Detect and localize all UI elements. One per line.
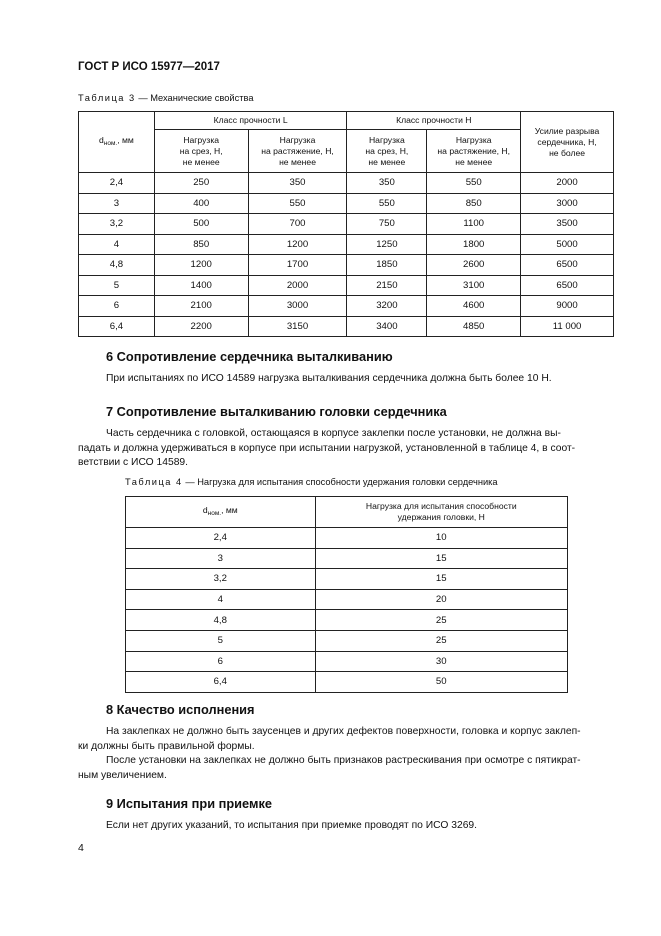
table-cell: 3	[79, 193, 155, 214]
table-row	[126, 569, 568, 590]
table-cell: 50	[315, 672, 567, 693]
table-cell: 15	[315, 569, 567, 590]
table-cell: 2,4	[79, 173, 155, 194]
table-row	[79, 173, 614, 194]
table4-head-retention-load	[125, 496, 568, 693]
table-cell: 4,8	[126, 610, 316, 631]
table-cell: 1850	[347, 255, 427, 276]
table-row	[126, 651, 568, 672]
table3-caption	[78, 93, 253, 103]
table-cell: 550	[347, 193, 427, 214]
table-cell: 6500	[521, 255, 614, 276]
table-cell: 400	[154, 193, 248, 214]
table-cell: 4850	[427, 316, 521, 337]
table-cell: 3	[126, 548, 316, 569]
table3-header-l-shear: Нагрузка на срез, Н, не менее	[154, 130, 248, 173]
table4-caption-title: — Нагрузка для испытания способности удержания головки сердечника	[185, 477, 498, 487]
table-cell: 10	[315, 528, 567, 549]
table-cell: 6,4	[126, 672, 316, 693]
table-cell: 1800	[427, 234, 521, 255]
table-row	[79, 214, 614, 235]
table3-caption-label: Таблица 3	[78, 93, 136, 103]
table-cell: 3100	[427, 275, 521, 296]
table-row	[126, 610, 568, 631]
table-cell: 11 000	[521, 316, 614, 337]
table-row	[126, 548, 568, 569]
table3-mechanical-properties	[78, 111, 614, 337]
table-cell: 2600	[427, 255, 521, 276]
table-row	[79, 275, 614, 296]
table-cell: 3500	[521, 214, 614, 235]
table-cell: 250	[154, 173, 248, 194]
section9-text: Если нет других указаний, то испытания при приемке проводят по ИСО 3269.	[106, 820, 478, 831]
table3-header-l-tension: Нагрузка на растяжение, Н, не менее	[248, 130, 347, 173]
table-cell: 1250	[347, 234, 427, 255]
table-cell: 6500	[521, 275, 614, 296]
table-row	[126, 589, 568, 610]
table-cell: 850	[154, 234, 248, 255]
table3-header-h-shear: Нагрузка на срез, Н, не менее	[347, 130, 427, 173]
table-cell: 4	[79, 234, 155, 255]
table-cell: 1400	[154, 275, 248, 296]
table-cell: 25	[315, 630, 567, 651]
table-cell: 1100	[427, 214, 521, 235]
table-row	[79, 193, 614, 214]
table-cell: 1200	[154, 255, 248, 276]
table-cell: 6	[126, 651, 316, 672]
table-cell: 2200	[154, 316, 248, 337]
table-cell: 6,4	[79, 316, 155, 337]
table3-header-h-tension: Нагрузка на растяжение, Н, не менее	[427, 130, 521, 173]
table3-header-diameter: $d_{ном.}$, мм	[79, 112, 155, 173]
table-cell: 25	[315, 610, 567, 631]
table-cell: 4	[126, 589, 316, 610]
table-row	[79, 316, 614, 337]
table-cell: 2000	[521, 173, 614, 194]
section7-text: Часть сердечника с головкой, остающаяся в корпусе заклепки после установки, не должна вы- падать и должна удерживаться в корпусе при испытании нагрузкой, установленной в таблице 4, в соот- ветствии с ИСО 14589.	[78, 428, 576, 469]
table-row	[126, 672, 568, 693]
table-cell: 3000	[248, 296, 347, 317]
table-cell: 5	[126, 630, 316, 651]
table-cell: 3400	[347, 316, 427, 337]
table-cell: 2100	[154, 296, 248, 317]
table3-header-class-h: Класс прочности H	[347, 112, 521, 130]
table-cell: 1700	[248, 255, 347, 276]
section6-title: 6 Сопротивление сердечника выталкиванию	[106, 349, 393, 364]
table-cell: 4600	[427, 296, 521, 317]
table-cell: 3200	[347, 296, 427, 317]
table-cell: 20	[315, 589, 567, 610]
table-cell: 1200	[248, 234, 347, 255]
table-cell: 2,4	[126, 528, 316, 549]
table-cell: 550	[248, 193, 347, 214]
table4-caption	[125, 477, 498, 487]
page-number: 4	[78, 842, 84, 854]
section6-text: При испытаниях по ИСО 14589 нагрузка выталкивания сердечника должна быть более 10 Н.	[106, 373, 552, 384]
table-cell: 5	[79, 275, 155, 296]
table4-caption-label: Таблица 4	[125, 477, 183, 487]
section9-title: 9 Испытания при приемке	[106, 796, 272, 811]
table-row	[126, 630, 568, 651]
table-row	[126, 528, 568, 549]
table4-header-diameter: $d_{ном.}$, мм	[126, 497, 316, 528]
table-row	[79, 296, 614, 317]
section8-text: На заклепках не должно быть заусенцев и других дефектов поверхности, головка и корпус заклеп- ки должны быть правильной формы. После установки на заклепках не должно быть признаков растрескивания при осмотре с пятикрат- ным увеличением.	[78, 726, 581, 781]
table-cell: 550	[427, 173, 521, 194]
table-cell: 5000	[521, 234, 614, 255]
table-cell: 700	[248, 214, 347, 235]
table4-header-load: Нагрузка для испытания способности удержания головки, Н	[315, 497, 567, 528]
table-cell: 750	[347, 214, 427, 235]
table3-caption-title: — Механические свойства	[138, 93, 254, 103]
table-cell: 9000	[521, 296, 614, 317]
section8-title: 8 Качество исполнения	[106, 702, 255, 717]
table-cell: 350	[248, 173, 347, 194]
table-cell: 350	[347, 173, 427, 194]
table-cell: 3,2	[79, 214, 155, 235]
table-cell: 30	[315, 651, 567, 672]
table-cell: 6	[79, 296, 155, 317]
section7-title: 7 Сопротивление выталкиванию головки сердечника	[106, 404, 447, 419]
table-cell: 3000	[521, 193, 614, 214]
table-cell: 850	[427, 193, 521, 214]
table3-header-class-l: Класс прочности L	[154, 112, 347, 130]
table-cell: 2000	[248, 275, 347, 296]
table-cell: 500	[154, 214, 248, 235]
table-row	[79, 234, 614, 255]
document-header: ГОСТ Р ИСО 15977—2017	[78, 61, 220, 73]
table-cell: 2150	[347, 275, 427, 296]
table-cell: 4,8	[79, 255, 155, 276]
table-cell: 3,2	[126, 569, 316, 590]
table-cell: 3150	[248, 316, 347, 337]
table-row	[79, 255, 614, 276]
table-cell: 15	[315, 548, 567, 569]
table3-header-break-force: Усилие разрыва сердечника, Н, не более	[521, 112, 614, 173]
